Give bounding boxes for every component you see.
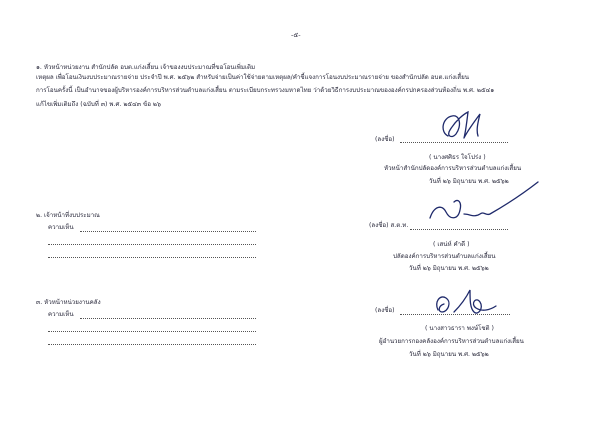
section2-opinion-line2 <box>48 244 256 245</box>
section1-name: ( นางศศิธร ใจโปร่ง ) <box>429 154 486 161</box>
section2-name: ( เสน่ห์ คำดี ) <box>433 241 470 248</box>
section1-signature <box>434 106 490 146</box>
section3-opinion-line3 <box>48 344 256 345</box>
section2-opinion-line1 <box>80 231 256 232</box>
section1-position: หัวหน้าสำนักปลัดองค์การบริหารส่วนตำบลแก่งเสี้ยน <box>384 165 522 172</box>
section3-name: ( นางสาวธารา พงษ์โชติ ) <box>425 325 494 332</box>
section1-reason-line2: การโอนครั้งนี้ เป็นอำนาจของผู้บริหารองค์การบริหารส่วนตำบลแก่งเสี้ยน ตามระเบียบกระทรวงมหาดไทย ว่าด้วยวิธีการงบประมาณขององค์กรปกครองส่วนท้องถิ่น พ.ศ. ๒๕๔๑ <box>36 87 495 94</box>
section2-opinion-line3 <box>48 257 256 258</box>
section2-signature-line <box>410 229 508 230</box>
section1-reason-line1: เหตุผล เพื่อโอนเงินงบประมาณรายจ่าย ประจำปี พ.ศ. ๒๕๖๒ สำหรับจ่ายเป็นค่าใช้จ่ายตามเหตุผล/คำชี้แจงการโอนงบประมาณรายจ่าย ของสำนักปลัด อบต.แก่งเสี้ยน <box>36 74 469 81</box>
section2-opinion-label: ความเห็น <box>48 224 74 231</box>
section2-heading: ๒. เจ้าหน้าที่งบประมาณ <box>36 212 100 219</box>
section3-sign-label: (ลงชื่อ) <box>375 307 395 314</box>
section3-signature <box>430 286 500 322</box>
section3-position: ผู้อำนวยการกองคลังองค์การบริหารส่วนตำบลแก่งเสี้ยน <box>379 338 524 345</box>
section2-sign-label: (ลงชื่อ) ส.ต.ท. <box>369 222 409 229</box>
section1-sign-label: (ลงชื่อ) <box>375 136 395 143</box>
section1-reason-line3: แก้ไขเพิ่มเติมถึง (ฉบับที่ ๓) พ.ศ. ๒๕๔๓ ข้อ ๒๖ <box>36 101 161 108</box>
page-number: -๕- <box>291 31 301 39</box>
section2-signature <box>424 178 544 228</box>
section3-opinion-line1 <box>80 318 256 319</box>
section3-opinion-label: ความเห็น <box>48 311 74 318</box>
section2-position: ปลัดองค์การบริหารส่วนตำบลแก่งเสี้ยน <box>393 253 496 260</box>
section2-date: วันที่ ๒๖ มิถุนายน พ.ศ. ๒๕๖๒ <box>409 265 489 272</box>
section3-heading: ๓. หัวหน้าหน่วยงานคลัง <box>36 299 101 306</box>
section1-date: วันที่ ๒๖ มิถุนายน พ.ศ. ๒๕๖๒ <box>429 178 509 185</box>
section3-date: วันที่ ๒๖ มิถุนายน พ.ศ. ๒๕๖๒ <box>409 351 489 358</box>
section3-opinion-line2 <box>48 331 256 332</box>
section1-heading: ๑. หัวหน้าหน่วยงาน สำนักปลัด อบต.แก่งเสี้ยน เจ้าของงบประมาณที่ขอโอนเพิ่มเติม <box>36 64 256 71</box>
